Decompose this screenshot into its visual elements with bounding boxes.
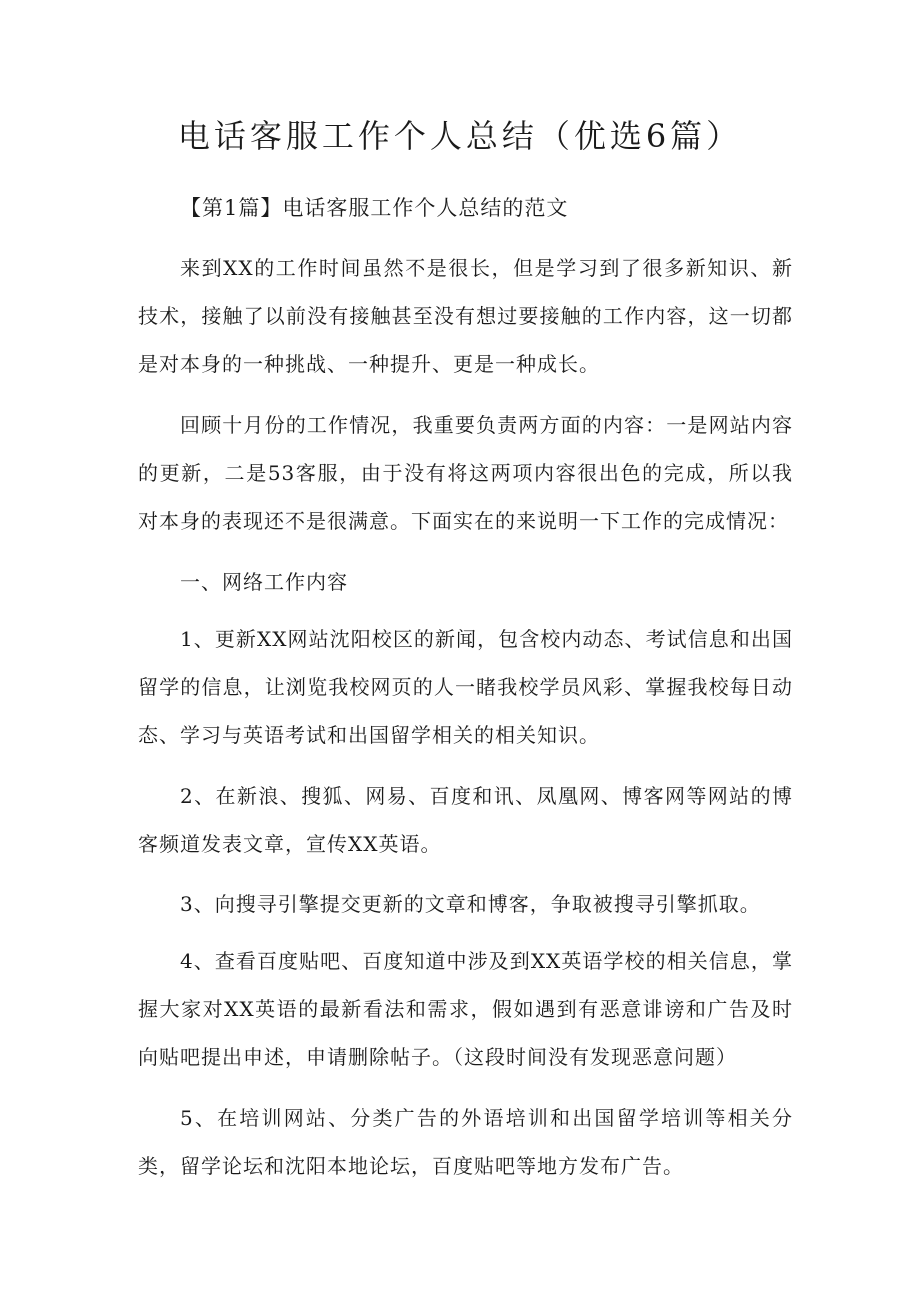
paragraph-item-3: 3、向搜寻引擎提交更新的文章和博客，争取被搜寻引擎抓取。 [180,892,761,916]
paragraph-item-2: 2、在新浪、搜狐、网易、百度和讯、凤凰网、博客网等网站的博客频道发表文章，宣传XX英语。 [138,784,793,856]
section-heading: 【第1篇】电话客服工作个人总结的范文 [180,196,569,220]
paragraph-item-5: 5、在培训网站、分类广告的外语培训和出国留学培训等相关分类，留学论坛和沈阳本地论坛，百度贴吧等地方发布广告。 [138,1106,793,1178]
document-title: 电话客服工作个人总结（优选6篇） [177,117,743,155]
paragraph-subheading-network: 一、网络工作内容 [180,570,348,594]
paragraph-item-1: 1、更新XX网站沈阳校区的新闻，包含校内动态、考试信息和出国留学的信息，让浏览我校网页的人一睹我校学员风彩、掌握我校每日动态、学习与英语考试和出国留学相关的相关知识。 [138,627,793,747]
paragraph-intro: 来到XX的工作时间虽然不是很长，但是学习到了很多新知识、新技术，接触了以前没有接触甚至没有想过要接触的工作内容，这一切都是对本身的一种挑战、一种提升、更是一种成长。 [138,256,793,376]
paragraph-review: 回顾十月份的工作情况，我重要负责两方面的内容：一是网站内容的更新，二是53客服，由于没有将这两项内容很出色的完成，所以我对本身的表现还不是很满意。下面实在的来说明一下工作的完成情况： [138,413,793,533]
paragraph-item-4: 4、查看百度贴吧、百度知道中涉及到XX英语学校的相关信息，掌握大家对XX英语的最新看法和需求，假如遇到有恶意诽谤和广告及时向贴吧提出申述，申请删除帖子。（这段时间没有发现恶意问题） [138,949,793,1069]
